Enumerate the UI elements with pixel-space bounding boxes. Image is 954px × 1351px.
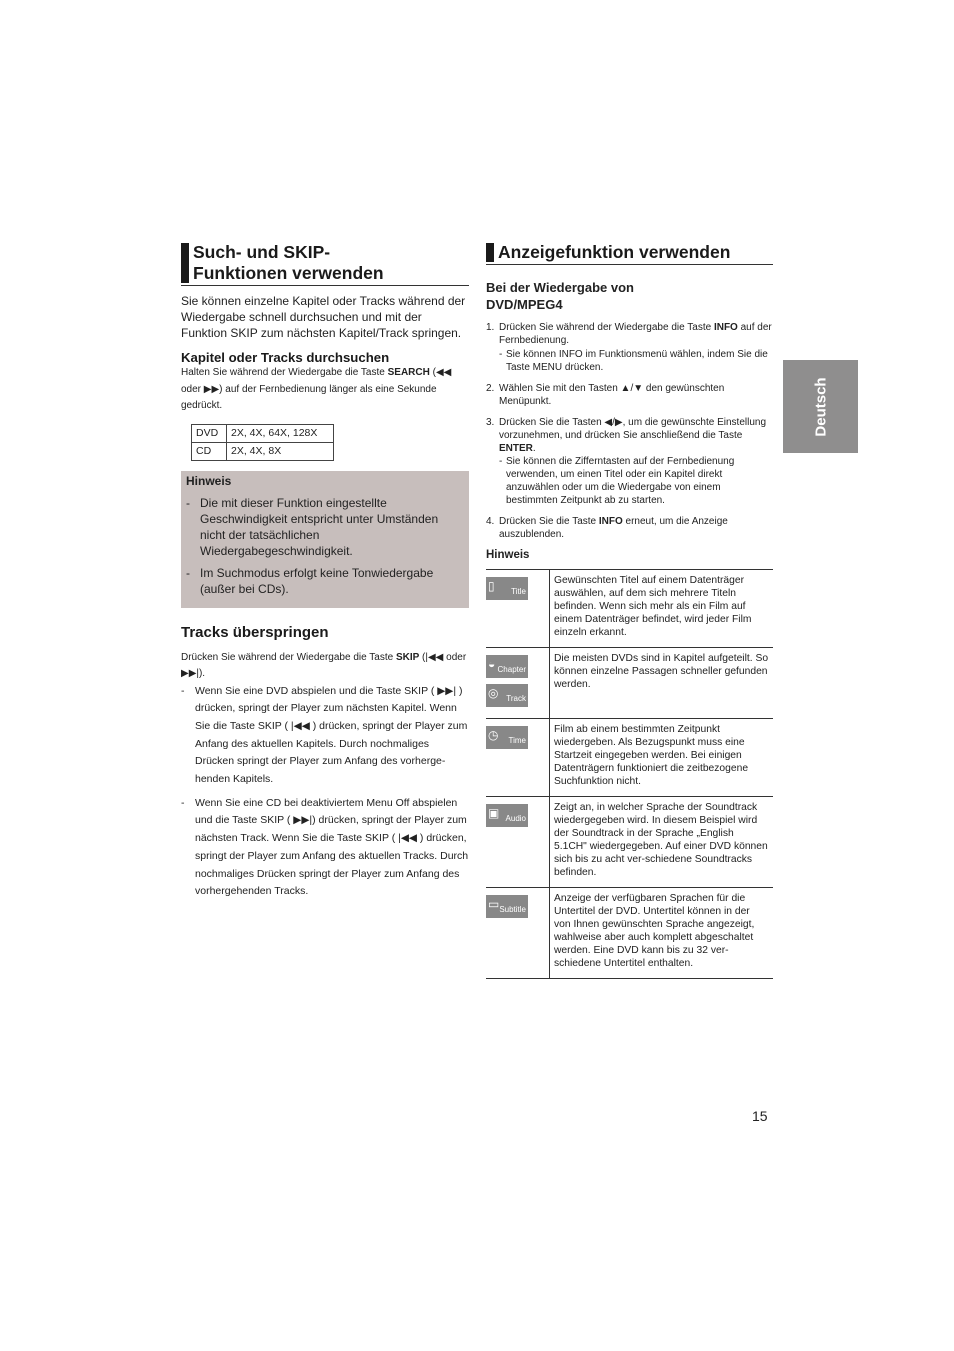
list-item: - Wenn Sie eine DVD abspielen und die Taste SKIP ( ▶▶| ) drücken, springt der Player zum nächsten Kapitel. Wenn Sie die Taste SKIP ( |◀◀ ) drücken, springt der Player zum Anfang des aktuellen Kapitels. Durch nochmaliges Drücken springt der Player zum Anfang des vorherge-henden Kapitels.: [181, 684, 468, 786]
track-icon: ◎ Track: [486, 684, 528, 707]
steps-list: [486, 321, 773, 541]
table-row: [192, 442, 334, 460]
media-cell: CD: [192, 442, 227, 460]
title-icon: ▯ Title: [486, 577, 528, 600]
search-instructions: Halten Sie während der Wiedergabe die Taste SEARCH (◀◀ oder ▶▶) auf der Fernbedienung länger als eine Sekunde gedrückt.: [181, 367, 452, 411]
list-item: 4. Drücken Sie die Taste INFO erneut, um die Anzeige auszublenden.: [486, 516, 728, 540]
section-title-search-skip: [181, 242, 469, 286]
title-bar-decoration: [181, 243, 189, 283]
list-item: - Im Suchmodus erfolgt keine Tonwiedergabe (außer bei CDs).: [186, 565, 434, 596]
table-row: [486, 648, 773, 719]
title-line: Anzeigefunktion verwenden: [498, 242, 731, 262]
feature-description: Gewünschten Titel auf einem Datenträger auswählen, auf dem sich mehrere Titeln befinden. Wenn sich mehr als ein Film auf einem Datenträger befindet, wird jeder Film einzeln erkannt.: [550, 570, 774, 648]
table-row: [486, 888, 773, 979]
intro-paragraph: Sie können einzelne Kapitel oder Tracks während der Wiedergabe schnell durchsuchen und mit der Funktion SKIP zum nächsten Kapitel/Track springen.: [181, 294, 466, 340]
time-icon: ◷ Time: [486, 726, 528, 749]
feature-description: Zeigt an, in welcher Sprache der Soundtrack wiedergegeben wird. In diesem Beispiel wird der Soundtrack in der Sprache „English 5.1CH" wiedergegeben. Auf einer DVD können sich bis zu acht ver-schiedene Soundtracks befinden.: [550, 797, 774, 888]
skip-instructions: Drücken Sie während der Wiedergabe die Taste SKIP (|◀◀ oder ▶▶|).: [181, 651, 467, 679]
list-item: 1. Drücken Sie während der Wiedergabe die Taste INFO auf der Fernbedienung. - Sie können INFO im Funktionsmenü wählen, indem Sie die Taste MENU drücken.: [486, 322, 772, 373]
title-bar-decoration: [486, 243, 494, 262]
feature-description: Die meisten DVDs sind in Kapitel aufgeteilt. So können einzelne Passagen schneller gefunden werden.: [550, 648, 774, 719]
list-item: - Wenn Sie eine CD bei deaktiviertem Menu Off abspielen und die Taste SKIP ( ▶▶|) drücken, springt der Player zum nächsten Track. Wenn Sie die Taste SKIP ( |◀◀ ) drücken, springt der Player zum Anfang des aktuellen Tracks. Durch nochmaliges Drücken springt der Player zum Anfang des vorhergehenden Tracks.: [181, 796, 469, 898]
note-title: Hinweis: [186, 473, 232, 488]
feature-description: Film ab einem bestimmten Zeitpunkt wiedergeben. Als Bezugspunkt muss eine Startzeit eingegeben werden. Bei einigen Datenträgern funktioniert die zeitbezogene Suchfunktion nicht.: [550, 719, 774, 797]
note-box: [181, 471, 469, 608]
search-heading: Kapitel oder Tracks durchsuchen: [181, 350, 390, 365]
page-number: 15: [752, 1108, 768, 1124]
title-line-1: Such- und SKIP-: [193, 242, 331, 262]
table-row: [192, 424, 334, 442]
feature-description: Anzeige der verfügbaren Sprachen für die Untertitel der DVD. Untertitel können in der von Ihnen gewünschten Sprache angezeigt, wahlweise aber auch komplett abgeschaltet werden. Eine DVD kann bis zu 32 ver-schiedene Untertitel enthalten.: [550, 888, 774, 979]
section-title-display: [486, 242, 773, 265]
skip-heading: Tracks überspringen: [181, 623, 329, 641]
speed-cell: 2X, 4X, 64X, 128X: [227, 424, 334, 442]
table-row: [486, 719, 773, 797]
list-item: - Die mit dieser Funktion eingestellte Geschwindigkeit entspricht unter Umständen nicht der tatsächlichen Wiedergabegeschwindigkeit.: [186, 495, 439, 558]
table-row: [486, 797, 773, 888]
media-cell: DVD: [192, 424, 227, 442]
table-row: [486, 570, 773, 648]
right-column: [486, 242, 773, 979]
list-item: 3. Drücken Sie die Tasten ◀/▶, um die gewünschte Einstellung vorzunehmen, und drücken Sie anschließend die Taste ENTER. - Sie können die Zifferntasten auf der Fernbedienung verwenden, um einen Titel oder ein Kapitel direkt anzuwählen oder um die Wiedergabe von einem bestimmten Zeitpunkt ab zu starten.: [486, 417, 767, 506]
audio-icon: ▣ Audio: [486, 804, 528, 827]
playback-subheading: Bei der Wiedergabe von DVD/MPEG4: [486, 280, 634, 312]
language-tab: Deutsch: [783, 360, 858, 453]
speed-table: [191, 424, 334, 461]
title-line-2: Funktionen verwenden: [193, 263, 384, 283]
speed-cell: 2X, 4X, 8X: [227, 442, 334, 460]
list-item: 2. Wählen Sie mit den Tasten ▲/▼ den gewünschten Menüpunkt.: [486, 383, 725, 407]
subtitle-icon: ▭ Subtitle: [486, 895, 528, 918]
feature-table: [486, 569, 773, 979]
left-column: [181, 242, 469, 901]
hinweis-heading: Hinweis: [486, 549, 530, 561]
chapter-icon: ◒ Chapter: [486, 655, 528, 678]
